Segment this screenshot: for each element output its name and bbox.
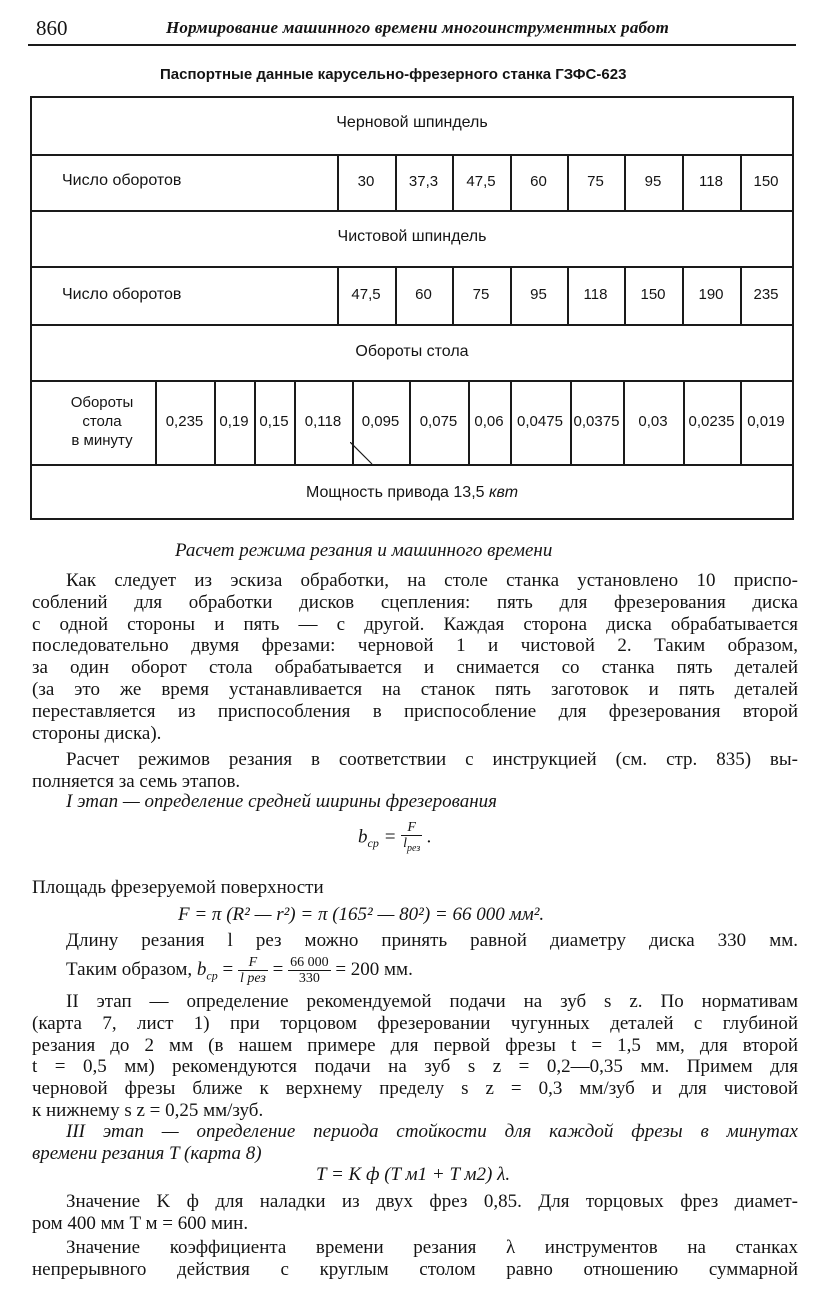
table-column-divider	[452, 268, 454, 324]
table-cell: 0,0375	[573, 413, 620, 430]
text-line: ром 400 мм T м = 600 мин.	[32, 1212, 249, 1234]
area-line	[32, 877, 798, 899]
formula-subscript: ср	[206, 968, 218, 983]
table-divider	[32, 380, 792, 382]
text-line: к нижнему s z = 0,25 мм/зуб.	[32, 1099, 264, 1121]
table-cell: 0,03	[638, 413, 668, 430]
rough-row-label: Число оборотов	[62, 172, 182, 189]
formula-subscript: рез	[407, 842, 421, 854]
table-cell: 0,095	[361, 413, 400, 430]
text-line: Таким образом, $b_{ср}$ = $\frac{F}{\text{l рез}}$ = $\frac{66 000}{330}$ = 200 мм.	[66, 955, 413, 986]
finish-row-label: Число оборотов	[62, 286, 182, 303]
text-line: Значение коэффициента времени резания λ инструментов на станках	[66, 1237, 798, 1258]
text-line: с одной стороны и пять — с другой. Каждая сторона диска обрабатывается	[32, 613, 798, 635]
table-divider	[32, 210, 792, 212]
table-cell: 47,5	[466, 173, 496, 190]
table-cell: 95	[644, 173, 662, 190]
table-column-divider	[452, 156, 454, 210]
table-cell: 150	[753, 173, 779, 190]
table-title: Паспортные данные карусельно-фрезерного станка ГЗФС-623	[160, 66, 627, 83]
table-column-divider	[682, 268, 684, 324]
text-line: резания до 2 мм (в нашем примере для первой фрезы t = 1,5 мм, для второй	[32, 1034, 798, 1056]
cut-width-result	[32, 955, 798, 987]
text-line: стороны диска).	[32, 722, 162, 744]
table-column-divider	[337, 156, 339, 210]
table-divider	[32, 266, 792, 268]
running-title: Нормирование машинного времени многоинструментных работ	[166, 18, 670, 37]
table-column-divider	[740, 156, 742, 210]
table-column-divider	[567, 156, 569, 210]
table-cell: 0,06	[474, 413, 504, 430]
table-divider	[32, 464, 792, 466]
text-line: за один оборот стола обрабатывается и снимается со станка пять деталей	[32, 657, 798, 679]
table-column-divider	[395, 268, 397, 324]
table-cell: 30	[357, 173, 375, 190]
text-line: III этап — определение периода стойкости для каждой фрезы в минутах	[66, 1121, 798, 1142]
formula-symbol: b	[358, 826, 368, 848]
text-line: соблений для обработки дисков сцепления: пять для фрезерования диска	[32, 591, 798, 613]
table-cell: 0,118	[304, 413, 342, 430]
last-paragraph	[32, 1237, 798, 1281]
fraction-numerator: F	[401, 820, 422, 836]
power-text: Мощность привода 13,5	[305, 484, 485, 501]
table-column-divider	[510, 382, 512, 464]
table-column-divider	[740, 268, 742, 324]
text-line: I этап — определение средней ширины фрезерования	[66, 791, 498, 812]
table-cell: 118	[699, 173, 723, 190]
text-line: переставляется из приспособления в приспособление для фрезерования второй	[32, 700, 798, 722]
stage3-paragraph	[32, 1121, 798, 1165]
table-column-divider	[623, 382, 625, 464]
formula-subscript: ср	[367, 836, 379, 851]
table-divider	[32, 154, 792, 156]
table-cell: 60	[415, 286, 432, 303]
diagonal-stroke	[350, 442, 376, 466]
table-divider	[32, 324, 792, 326]
formula-area: F = π (R² — r²) = π (165² — 80²) = 66 000 мм².	[178, 904, 545, 925]
text-line: t = 0,5 мм) рекомендуются подачи на зуб s z = 0,2—0,35 мм. Примем для	[32, 1056, 798, 1078]
table-column-divider	[294, 382, 296, 464]
fraction-numerator: 66 000	[290, 955, 329, 970]
table-cell: 75	[587, 173, 604, 190]
table-cell: 75	[472, 286, 490, 303]
table-column-divider	[683, 382, 685, 464]
paragraph-stages	[32, 749, 798, 793]
table-label-line: в минуту	[71, 432, 133, 449]
text-line: (за это же время устанавливается на станок пять заготовок и пять деталей	[32, 678, 798, 700]
table-row-label	[52, 393, 152, 450]
table-column-divider	[740, 382, 742, 464]
table-label-line: стола	[82, 413, 122, 430]
table-cell: 0,19	[219, 413, 249, 430]
table-cell: 0,235	[165, 413, 204, 430]
table-cell: 118	[583, 286, 608, 303]
section-table-rpm: Обороты стола	[355, 343, 469, 360]
text-line: Длину резания l рез можно принять равной диаметру диска 330 мм.	[66, 930, 798, 951]
paragraph-fixtures	[32, 570, 798, 744]
table-column-divider	[395, 156, 397, 210]
table-column-divider	[510, 156, 512, 210]
table-column-divider	[624, 156, 626, 210]
table-cell: 0,15	[259, 413, 289, 430]
fraction	[238, 955, 268, 986]
table-column-divider	[409, 382, 411, 464]
formula-bcp: $b_{ср}$ = $\frac{F}{l_{рез}}$ .	[358, 820, 432, 854]
formula-T: T = K ф (T м1 + T м2) λ.	[316, 1164, 511, 1185]
text-line: (карта 7, лист 1) при торцовом фрезеровании чугунных деталей с глубиной	[32, 1012, 798, 1034]
text-line: последовательно двумя фрезами: черновой 1 и чистовой 2. Таким образом,	[32, 635, 798, 657]
formula-symbol: b	[196, 958, 207, 980]
fraction	[401, 820, 422, 856]
kf-paragraph	[32, 1191, 798, 1235]
section-finish-spindle: Чистовой шпиндель	[337, 228, 487, 245]
formula-symbol: l	[403, 836, 408, 851]
table-cell: 150	[640, 286, 666, 303]
table-column-divider	[337, 268, 339, 324]
table-column-divider	[214, 382, 216, 464]
power-unit: квт	[489, 484, 519, 501]
table-column-divider	[624, 268, 626, 324]
stage1-heading	[32, 791, 798, 813]
table-cell: 47,5	[351, 286, 381, 303]
table-cell: 60	[530, 173, 547, 190]
table-cell: 0,075	[419, 413, 458, 430]
power-note	[32, 484, 792, 502]
table-column-divider	[510, 268, 512, 324]
text-line: II этап — определение рекомендуемой подачи на зуб s z. По нормативам	[66, 991, 798, 1012]
table-column-divider	[570, 382, 572, 464]
formula-tail: .	[427, 826, 432, 848]
section-heading: Расчет режима резания и машинного времени	[175, 540, 553, 561]
text-line: Значение K ф для наладки из двух фрез 0,85. Для торцовых фрез диамет-	[66, 1191, 798, 1212]
text-line: Как следует из эскиза обработки, на столе станка установлено 10 приспо-	[66, 570, 798, 591]
text-line: черновой фрезы ближе к верхнему пределу s z = 0,3 мм/зуб и для чистовой	[32, 1078, 798, 1100]
section-rough-spindle: Черновой шпиндель	[336, 114, 488, 131]
table-column-divider	[254, 382, 256, 464]
table-cell: 235	[753, 286, 779, 303]
text-line: непрерывного действия с круглым столом равно отношению суммарной	[32, 1258, 798, 1280]
table-cell: 95	[530, 286, 547, 303]
page-number: 860	[36, 16, 68, 40]
fraction	[288, 955, 331, 986]
stage2-paragraph	[32, 991, 798, 1122]
text-line: Расчет режимов резания в соответствии с инструкцией (см. стр. 835) вы-	[66, 749, 798, 770]
fraction-denominator	[401, 836, 422, 856]
fraction-denominator: l рез	[239, 971, 266, 986]
table-cell: 0,019	[747, 413, 785, 430]
table-column-divider	[567, 268, 569, 324]
result-text: = 200 мм.	[335, 958, 413, 980]
spec-table	[30, 96, 794, 520]
table-column-divider	[682, 156, 684, 210]
table-column-divider	[155, 382, 157, 464]
table-cell: 37,3	[408, 173, 439, 190]
table-cell: 0,0475	[517, 413, 563, 430]
text-line: Площадь фрезеруемой поверхности	[32, 877, 324, 898]
text-line: времени резания T (карта 8)	[32, 1142, 262, 1164]
table-label-line: Обороты	[70, 394, 134, 411]
cut-length-line	[32, 930, 798, 952]
table-column-divider	[468, 382, 470, 464]
fraction-numerator: F	[238, 955, 268, 971]
table-cell: 0,0235	[688, 413, 735, 430]
text-line: полняется за семь этапов.	[32, 770, 241, 792]
text-prefix: Таким образом,	[66, 958, 193, 980]
fraction-denominator: 330	[298, 971, 320, 986]
page-header	[28, 14, 796, 46]
table-cell: 190	[698, 286, 724, 303]
